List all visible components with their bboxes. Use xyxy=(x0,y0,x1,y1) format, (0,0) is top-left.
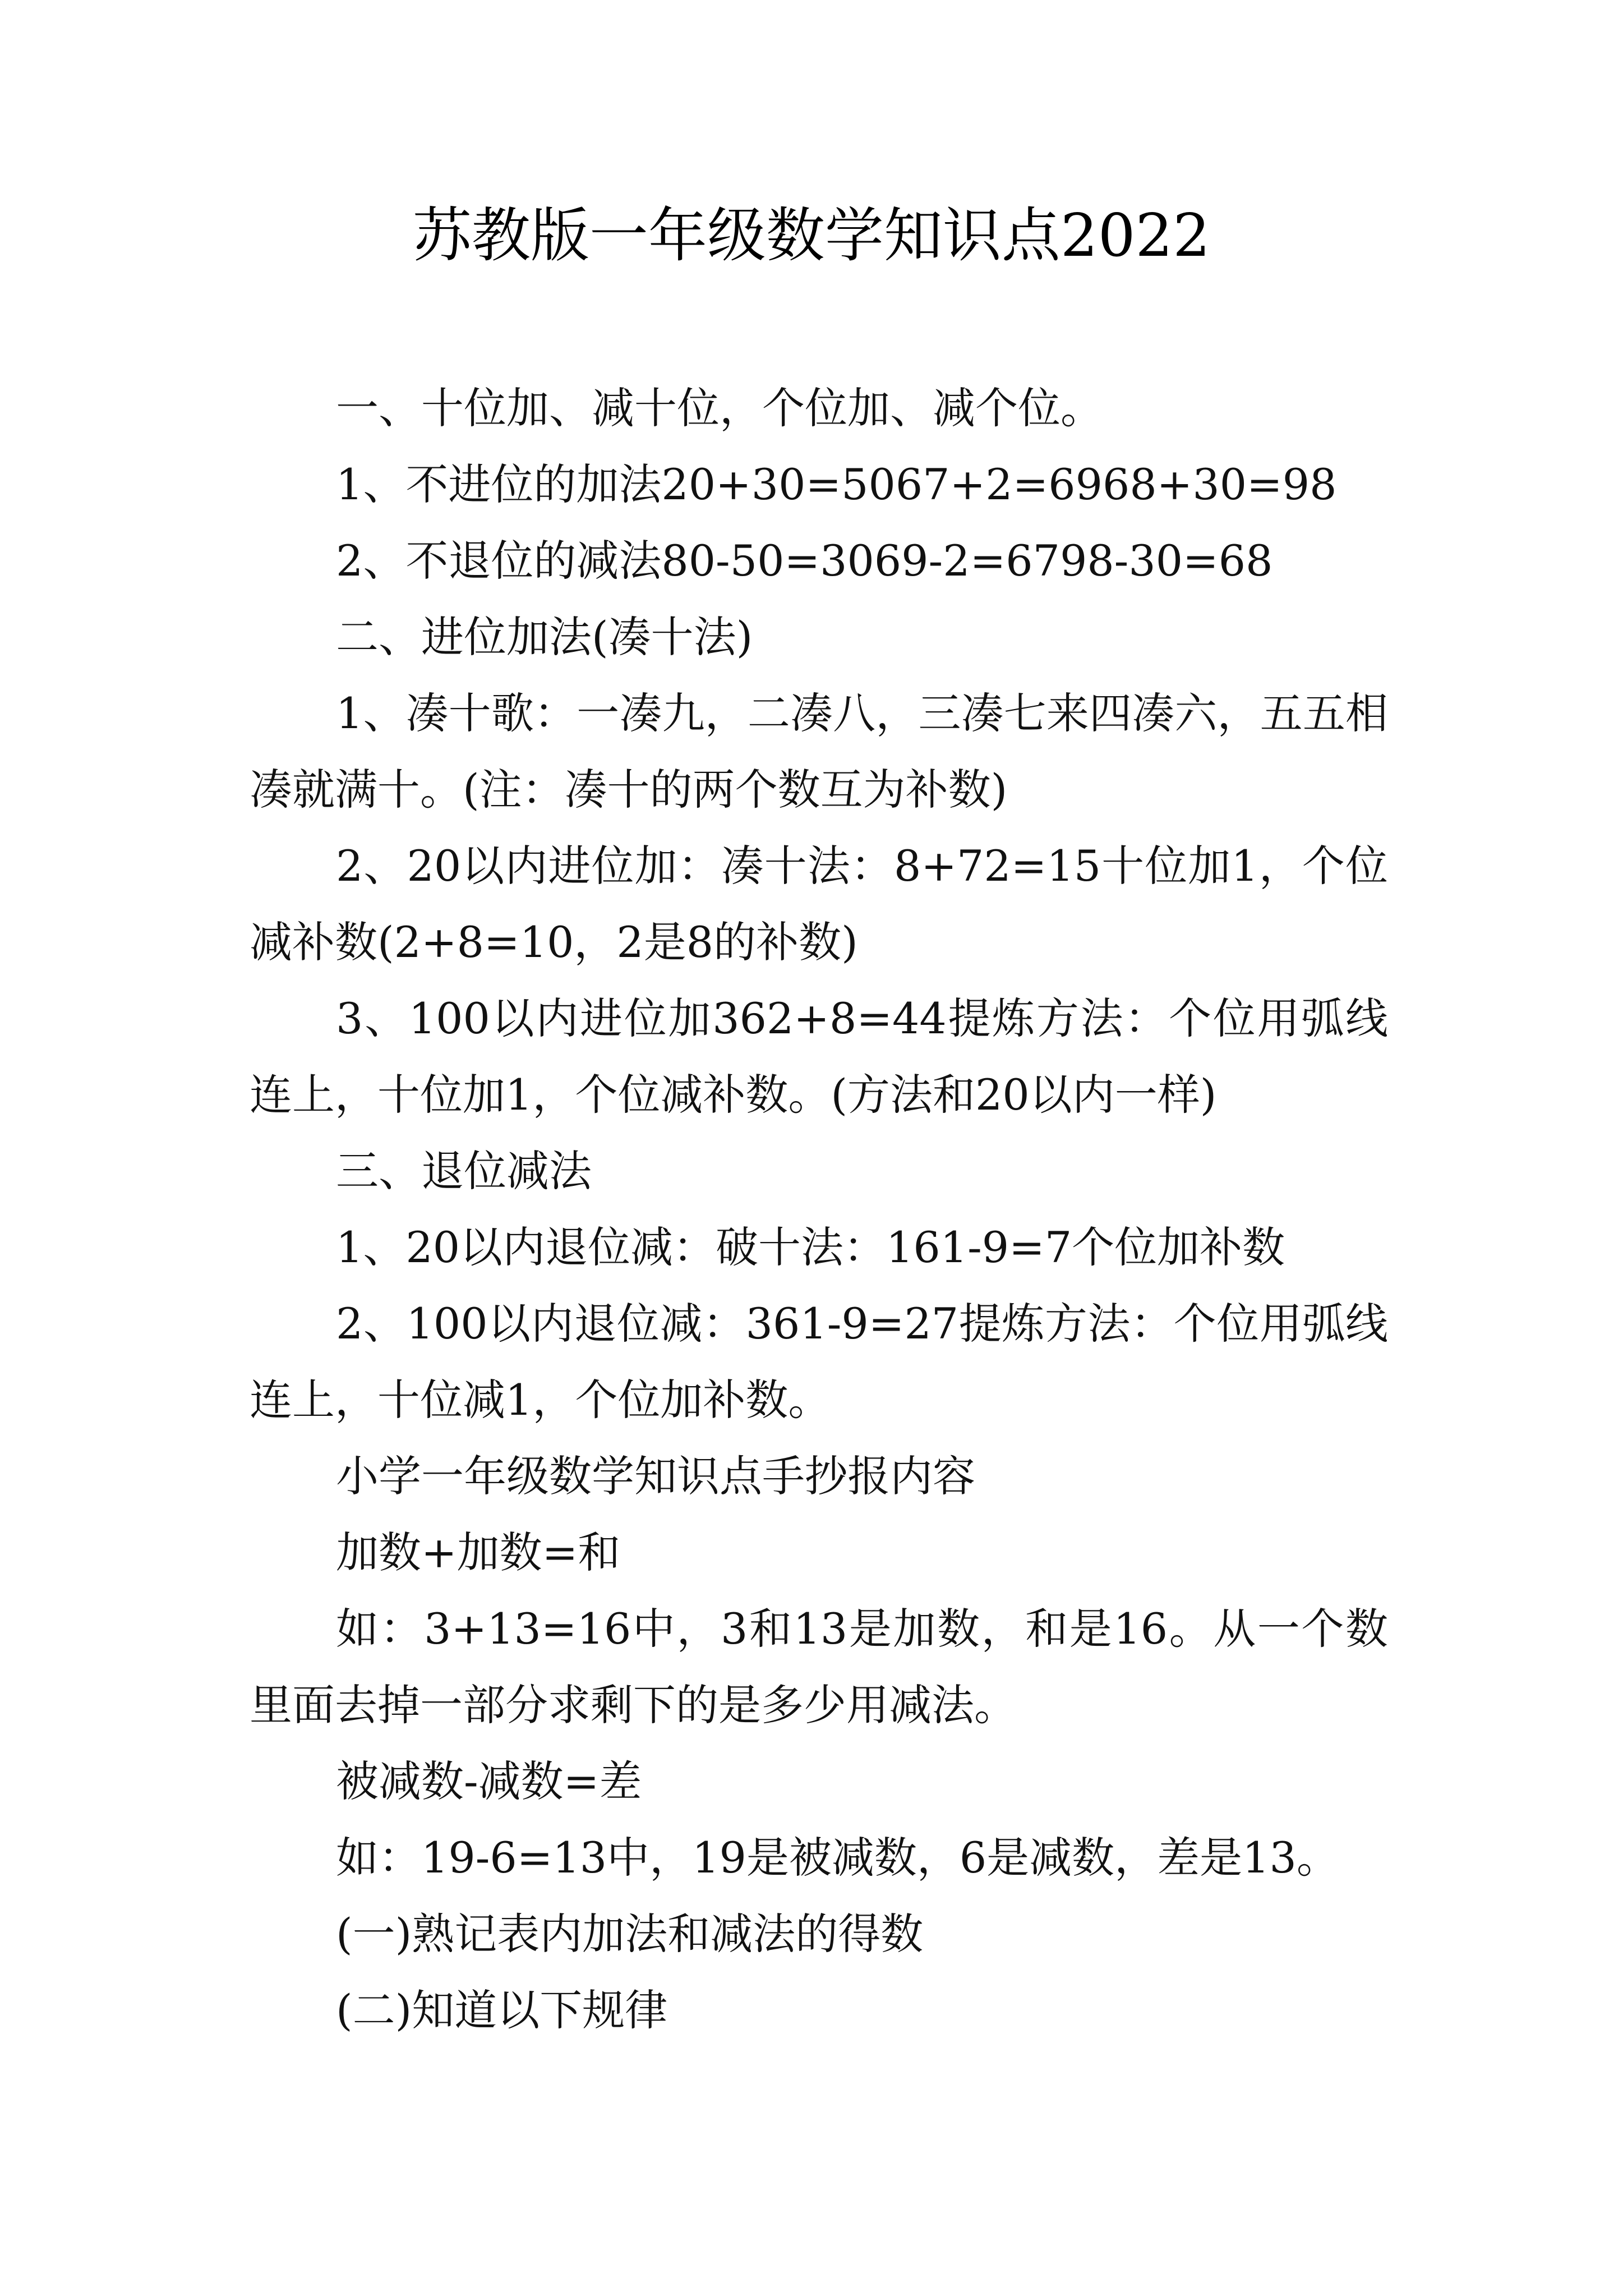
paragraph: 2、100以内退位减：361-9=27提炼方法：个位用弧线连上，十位减1，个位加补数。 xyxy=(250,1299,1388,1425)
paragraph: 加数+加数=和 xyxy=(336,1527,621,1577)
paragraph: (二)知道以下规律 xyxy=(336,1985,668,2035)
paragraph: 3、100以内进位加362+8=44提炼方法：个位用弧线连上，十位加1，个位减补数。(方法和20以内一样) xyxy=(250,993,1388,1120)
paragraph: 小学一年级数学知识点手抄报内容 xyxy=(336,1451,975,1501)
document-title: 苏教版一年级数学知识点2022 xyxy=(412,201,1211,270)
paragraph: 三、退位减法 xyxy=(336,1146,592,1196)
paragraph: 2、不退位的减法80-50=3069-2=6798-30=68 xyxy=(336,536,1273,586)
paragraph: 一、十位加、减十位，个位加、减个位。 xyxy=(336,383,1103,433)
paragraph: 如：19-6=13中，19是被减数，6是减数，差是13。 xyxy=(336,1833,1339,1883)
paragraph: 被减数-减数=差 xyxy=(336,1756,642,1806)
paragraph: 1、不进位的加法20+30=5067+2=6968+30=98 xyxy=(336,459,1337,509)
paragraph: 1、凑十歌：一凑九，二凑八，三凑七来四凑六，五五相凑就满十。(注：凑十的两个数互为补数) xyxy=(250,688,1388,815)
paragraph: 二、进位加法(凑十法) xyxy=(336,612,753,662)
document-body xyxy=(250,370,1388,2049)
paragraph: 2、20以内进位加：凑十法：8+72=15十位加1，个位减补数(2+8=10，2是8的补数) xyxy=(250,841,1388,967)
paragraph: 如：3+13=16中，3和13是加数，和是16。从一个数里面去掉一部分求剩下的是多少用减法。 xyxy=(250,1604,1388,1730)
paragraph: 1、20以内退位减：破十法：161-9=7个位加补数 xyxy=(336,1222,1285,1272)
paragraph: (一)熟记表内加法和减法的得数 xyxy=(336,1909,924,1959)
